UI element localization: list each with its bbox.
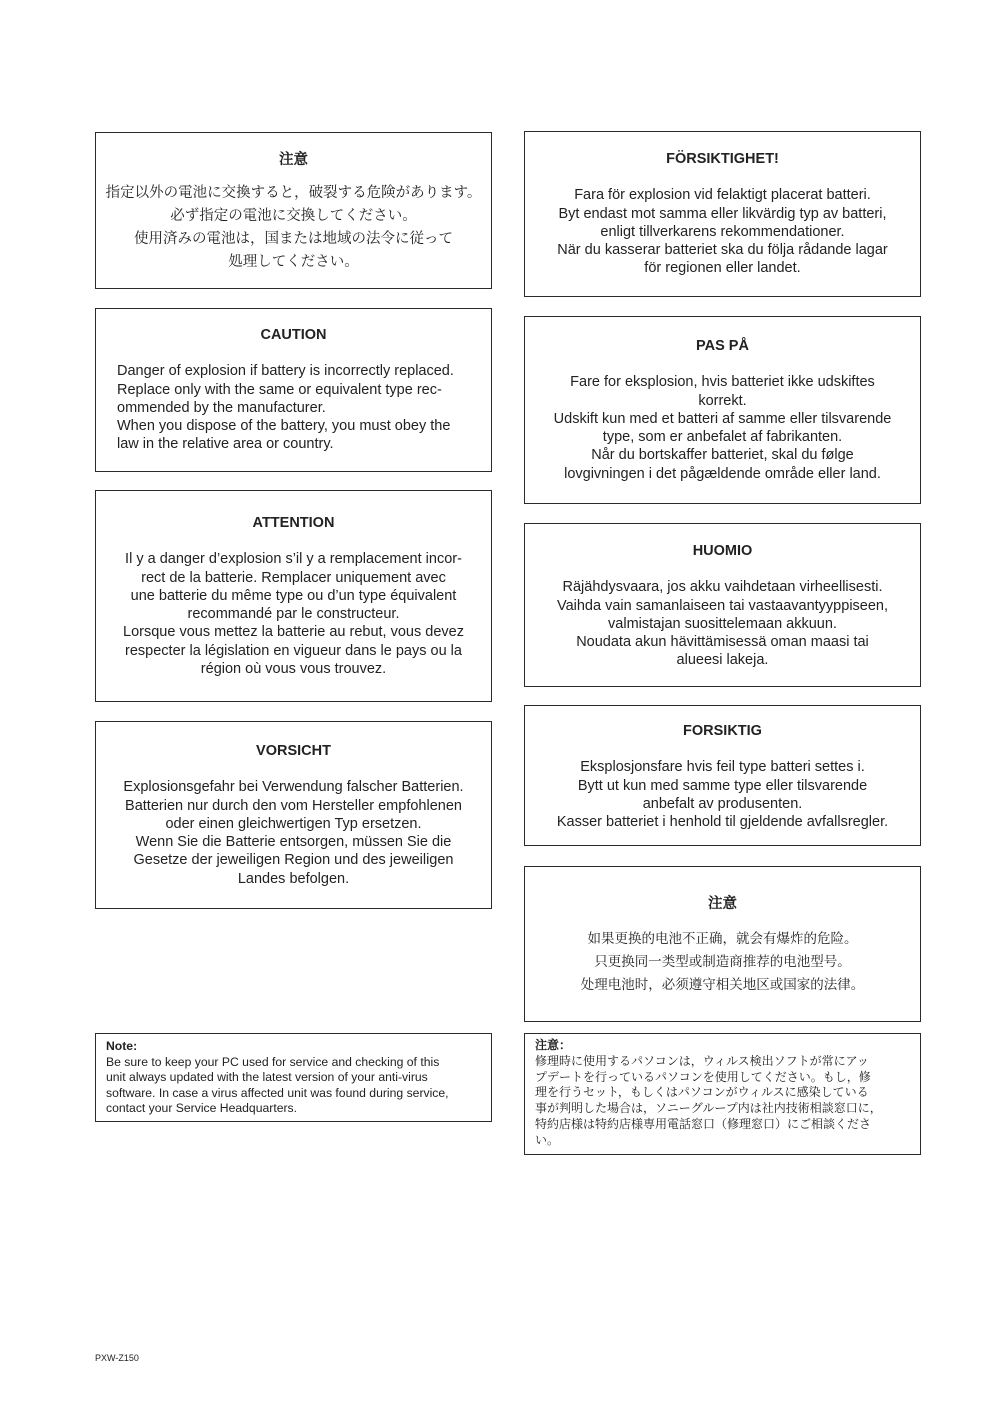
service-note-japanese <box>524 1033 921 1155</box>
caution-box-german <box>95 721 492 909</box>
caution-text-line: Noudata akun hävittämisessä oman maasi tai <box>576 634 869 651</box>
caution-text-line: Eksplosjonsfare hvis feil type batteri settes i. <box>580 759 865 776</box>
caution-text-line: Når du bortskaffer batteriet, skal du følge <box>591 447 854 464</box>
caution-title: 注意 <box>279 152 308 168</box>
caution-text-line: Räjähdysvaara, jos akku vaihdetaan virheellisesti. <box>562 579 883 596</box>
caution-text-line: Wenn Sie die Batterie entsorgen, müssen Sie die <box>135 834 452 851</box>
caution-title: 注意 <box>708 896 737 912</box>
caution-text-line: law in the relative area or country. <box>117 436 334 453</box>
caution-title: ATTENTION <box>252 515 335 531</box>
caution-text-line: Fare for eksplosion, hvis batteriet ikke udskiftes <box>570 374 875 391</box>
caution-text-line: Danger of explosion if battery is incorrectly replaced. <box>117 363 454 380</box>
caution-text-line: rect de la batterie. Remplacer uniquement avec <box>141 569 446 586</box>
caution-text-line: Il y a danger d’explosion s’il y a remplacement incor- <box>125 551 462 568</box>
note-text-line: 事が判明した場合は，ソニーグループ内は社内技術相談窓口に， <box>535 1101 882 1116</box>
caution-text-line: When you dispose of the battery, you must obey the <box>117 418 451 435</box>
note-text-line: い。 <box>535 1132 560 1147</box>
caution-text-line: Fara för explosion vid felaktigt placerat batteri. <box>574 187 871 204</box>
note-text-line: software. In case a virus affected unit was found during service, <box>106 1085 449 1100</box>
caution-text-line: 必ず指定の電池に交換してください。 <box>170 208 417 224</box>
caution-title: FÖRSIKTIGHET! <box>666 151 779 167</box>
caution-text-line: 使用済みの電池は，国または地域の法令に従って <box>134 231 453 247</box>
caution-text-line: enligt tillverkarens rekommendationer. <box>600 223 845 240</box>
caution-text-line: 処理してください。 <box>228 254 359 270</box>
caution-box-danish <box>524 316 921 504</box>
caution-title: HUOMIO <box>692 543 753 559</box>
note-title: 注意： <box>535 1038 572 1052</box>
caution-text-line: recommandé par le constructeur. <box>187 606 400 623</box>
caution-text-line: När du kasserar batteriet ska du följa rådande lagar <box>557 242 888 259</box>
caution-text-line: Gesetze der jeweiligen Region und des jeweiligen <box>133 852 454 869</box>
note-text-line: Be sure to keep your PC used for service and checking of this <box>106 1054 440 1069</box>
caution-title: VORSICHT <box>256 743 331 759</box>
caution-box-english <box>95 308 492 472</box>
note-text-line: 特約店様は特約店様専用電話窓口（修理窓口）にご相談くださ <box>535 1116 872 1131</box>
caution-title: FORSIKTIG <box>683 723 762 739</box>
caution-text-line: Udskift kun med et batteri af samme eller tilsvarende <box>553 410 892 427</box>
caution-text-line: för regionen eller landet. <box>644 260 801 277</box>
caution-text-line: 如果更换的电池不正确，就会有爆炸的危险。 <box>587 931 858 947</box>
model-number: PXW-Z150 <box>95 1353 139 1363</box>
caution-text-line: 处理电池时，必须遵守相关地区或国家的法律。 <box>580 977 865 993</box>
caution-text-line: 只更换同一类型或制造商推荐的电池型号。 <box>594 954 851 970</box>
caution-text-line: 指定以外の電池に交換すると，破裂する危険があります。 <box>105 185 482 201</box>
caution-box-finnish <box>524 523 921 687</box>
caution-text-line: lovgivningen i det pågældende område eller land. <box>564 465 881 482</box>
caution-text-line: une batterie du même type ou d’un type équivalent <box>130 587 457 604</box>
caution-text-line: Kasser batteriet i henhold til gjeldende avfallsregler. <box>556 814 889 831</box>
caution-text-line: type, som er anbefalet af fabrikanten. <box>602 429 843 446</box>
caution-box-french <box>95 490 492 702</box>
caution-text-line: Explosionsgefahr bei Verwendung falscher Batterien. <box>123 779 464 796</box>
caution-box-norwegian <box>524 705 921 846</box>
caution-text-line: ommended by the manufacturer. <box>117 399 326 416</box>
note-text-line: contact your Service Headquarters. <box>106 1101 298 1116</box>
service-note-english <box>95 1033 492 1122</box>
caution-text-line: Lorsque vous mettez la batterie au rebut, vous devez <box>123 624 464 641</box>
caution-text-line: Vaihda vain samanlaiseen tai vastaavantyyppiseen, <box>556 597 889 614</box>
caution-text-line: alueesi lakeja. <box>676 652 769 669</box>
note-text-line: unit always updated with the latest version of your anti-virus <box>106 1070 428 1085</box>
caution-box-japanese <box>95 132 492 289</box>
caution-box-chinese <box>524 866 921 1022</box>
caution-title: PAS PÅ <box>696 338 749 354</box>
caution-text-line: Replace only with the same or equivalent type rec- <box>117 381 442 398</box>
caution-text-line: Bytt ut kun med samme type eller tilsvarende <box>577 777 868 794</box>
note-title: Note: <box>106 1039 138 1053</box>
note-text-line: プデートを行っているパソコンを使用してください。もし，修 <box>535 1069 871 1084</box>
caution-title: CAUTION <box>260 327 327 343</box>
caution-box-swedish <box>524 131 921 297</box>
caution-text-line: oder einen gleichwertigen Typ ersetzen. <box>165 815 422 832</box>
note-text-line: 修理時に使用するパソコンは，ウィルス検出ソフトが常にアッ <box>535 1053 869 1068</box>
caution-text-line: valmistajan suosittelemaan akkuun. <box>608 615 837 632</box>
caution-text-line: région où vous vous trouvez. <box>200 661 387 678</box>
caution-text-line: Landes befolgen. <box>237 870 350 887</box>
caution-text-line: anbefalt av produsenten. <box>642 795 803 812</box>
caution-text-line: Batterien nur durch den vom Hersteller empfohlenen <box>125 797 462 814</box>
note-text-line: 理を行うセット，もしくはパソコンがウィルスに感染している <box>535 1085 869 1100</box>
caution-text-line: respecter la législation en vigueur dans le pays ou la <box>125 642 462 659</box>
caution-text-line: korrekt. <box>698 392 747 409</box>
caution-text-line: Byt endast mot samma eller likvärdig typ av batteri, <box>558 205 887 222</box>
